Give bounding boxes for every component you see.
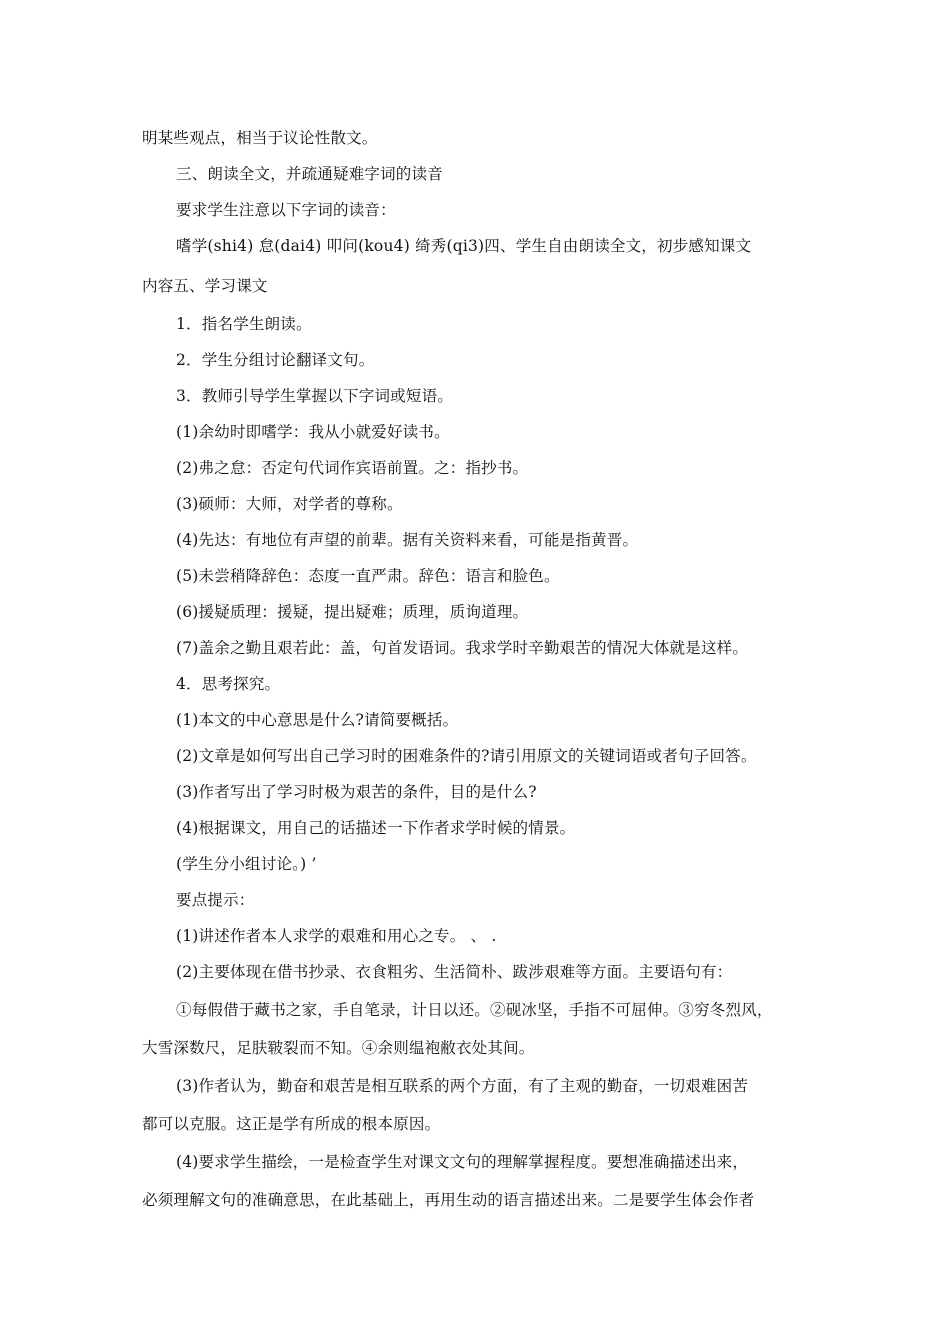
question-item: (3)作者写出了学习时极为艰苦的条件，目的是什么? — [176, 783, 537, 801]
section-heading-3: 三、朗读全文，并疏通疑难字词的读音 — [176, 165, 443, 183]
section-heading-5: 内容五、学习课文 — [142, 277, 268, 295]
list-item: 3．教师引导学生掌握以下字词或短语。 — [176, 387, 453, 405]
question-item: (4)根据课文，用自己的话描述一下作者求学时候的情景。 — [176, 819, 576, 837]
vocab-item: (3)硕师：大师，对学者的尊称。 — [176, 495, 403, 513]
vocab-item: (2)弗之怠：否定句代词作宾语前置。之：指抄书。 — [176, 459, 529, 477]
list-item: 2．学生分组讨论翻译文句。 — [176, 351, 375, 369]
vocab-item: (6)援疑质理：援疑，提出疑难；质理，质询道理。 — [176, 603, 529, 621]
vocab-item: (7)盖余之勤且艰若此：盖，句首发语词。我求学时辛勤艰苦的情况大体就是这样。 — [176, 639, 749, 657]
answer-item: (1)讲述作者本人求学的艰难和用心之专。 、 . — [176, 927, 497, 945]
text-line: 要求学生注意以下字词的读音： — [176, 201, 396, 219]
vocab-item: (1)余幼时即嗜学：我从小就爱好读书。 — [176, 423, 450, 441]
answer-item: (3)作者认为，勤奋和艰苦是相互联系的两个方面，有了主观的勤奋，一切艰难困苦 — [176, 1077, 749, 1095]
answer-item-continuation: 必须理解文句的准确意思，在此基础上，再用生动的语言描述出来。二是要学生体会作者 — [142, 1191, 755, 1209]
text-line-continuation: 明某些观点，相当于议论性散文。 — [142, 129, 378, 147]
answer-item-continuation: 都可以克服。这正是学有所成的根本原因。 — [142, 1115, 441, 1133]
answer-item: ①每假借于藏书之家，手自笔录，计日以还。②砚冰坚，手指不可屈伸。③穷冬烈风， — [176, 1001, 773, 1019]
pronunciation-line: 嗜学(shi4) 怠(dai4) 叩问(kou4) 绮秀(qi3)四、学生自由朗读全文，初步感知课文 — [176, 237, 752, 255]
answer-item-continuation: 大雪深数尺，足肤皲裂而不知。④余则缊袍敝衣处其间。 — [142, 1039, 535, 1057]
question-item: (2)文章是如何写出自己学习时的困难条件的?请引用原文的关键词语或者句子回答。 — [176, 747, 757, 765]
answer-item: (2)主要体现在借书抄录、衣食粗劣、生活简朴、跋涉艰难等方面。主要语句有： — [176, 963, 733, 981]
list-item: 1．指名学生朗读。 — [176, 315, 312, 333]
text-line: (学生分小组讨论。) ’ — [176, 855, 317, 873]
answer-item: (4)要求学生描绘，一是检查学生对课文文句的理解掌握程度。要想准确描述出来， — [176, 1153, 749, 1171]
text-line: 要点提示： — [176, 891, 255, 909]
question-item: (1)本文的中心意思是什么?请简要概括。 — [176, 711, 459, 729]
list-item: 4．思考探究。 — [176, 675, 281, 693]
vocab-item: (4)先达：有地位有声望的前辈。据有关资料来看，可能是指黄晋。 — [176, 531, 639, 549]
vocab-item: (5)未尝稍降辞色：态度一直严肃。辞色：语言和脸色。 — [176, 567, 560, 585]
